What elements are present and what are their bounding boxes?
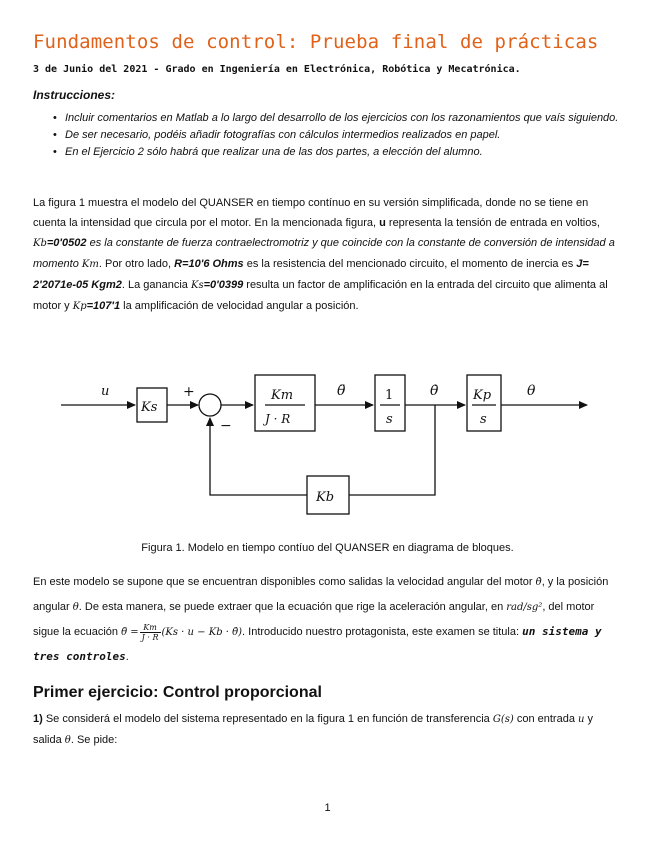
page-number: 1 (324, 802, 331, 814)
instructions-list (55, 110, 625, 161)
plus-sign: + (183, 384, 195, 400)
document-title: Fundamentos de control: Prueba final de prácticas (33, 31, 599, 53)
input-variable: u (379, 217, 386, 229)
equation-fraction: $\frac{Km}{J \cdot R}$ (141, 622, 159, 642)
intro-paragraph: La figura 1 muestra el modelo del QUANSER en tiempo contínuo en su versión simplificada, donde no se tiene en cuenta la intensidad que circula por el motor. En la mencionada figura, u representa la tensión de entrada en voltios, Kb=0'0502 es la constante de fuerza contraelectromotriz y que coincide con la constante de conversión de intensidad a momento Km. Por otro lado, R=10'6 Ohms es la resistencia del mencionado circuito, el momento de inercia es J= 2'2071e-05 Kgm2. La ganancia Ks=0'0399 resulta un factor de amplificación en la entrada del circuito que alimenta al motor y Kp=107'1 la amplificación de velocidad angular a posición. (33, 197, 615, 312)
figure-caption: Figura 1. Modelo en tiempo contíuo del QUANSER en diagrama de bloques. (141, 542, 514, 554)
transfer-function-symbol: G(s) (492, 714, 514, 725)
instructions-heading: Instrucciones: (33, 88, 116, 102)
theta-dot-symbol: θ̇ (535, 577, 542, 588)
theta-symbol: θ (72, 602, 79, 613)
kp-value: =107'1 (86, 300, 121, 312)
integrator-numerator: 1 (385, 388, 394, 403)
kb-symbol: Kb (33, 238, 47, 249)
kp-denominator: s (480, 412, 487, 427)
kb-block-label: Kb (316, 490, 335, 505)
inertia-value: J= 2'2071e-05 Kgm2 (33, 258, 589, 291)
question-number: 1) (33, 713, 43, 725)
plant-numerator: Km (271, 388, 294, 403)
block-diagram (55, 348, 595, 528)
units-symbol: rad/sg² (506, 602, 543, 613)
plant-denominator: J · R (265, 412, 291, 426)
integrator-denominator: s (386, 412, 393, 427)
ks-block-label: Ks (141, 400, 158, 415)
kb-value: =0'0502 (46, 237, 87, 249)
document-subtitle: 3 de Junio del 2021 - Grado en Ingeniería en Electrónica, Robótica y Mecatrónica. (33, 64, 521, 75)
model-paragraph: En este modelo se supone que se encuentran disponibles como salidas la velocidad angular del motor θ̇, y la posición angular θ. De esta manera, se puede extraer que la ecuación que rige la aceleración angular, en rad/sg², del motor sigue la ecuación θ̈ = $\frac{Km}{J \cdot R}$ (Ks · u − Kb · θ̇). Introducido nuestro protagonista, este examen se titula: un sistema y tres controles. (33, 576, 609, 663)
exam-title: un sistema y tres controles (33, 625, 602, 663)
signal-theta-label: θ (527, 383, 536, 399)
signal-theta-dot-label: θ̇ (430, 383, 439, 399)
instruction-item: • Incluir comentarios en Matlab a lo largo del desarrollo de los ejercicios con los razonamientos que vaís siguiendo. (55, 110, 625, 127)
km-symbol: Km (81, 259, 99, 270)
input-symbol: u (578, 714, 585, 725)
signal-theta-ddot-label: θ̈ (337, 383, 346, 399)
resistance-value: R=10'6 Ohms (174, 258, 244, 270)
ks-value: =0'0399 (203, 279, 244, 291)
kp-symbol: Kp (72, 301, 87, 312)
instruction-item: • En el Ejercicio 2 sólo habrá que realizar una de las dos partes, a elección del alumno. (55, 144, 625, 161)
kp-numerator: Kp (473, 388, 492, 403)
section-heading: Primer ejercicio: Control proporcional (33, 684, 322, 701)
question-1: 1) Se considerá el modelo del sistema representado en la figura 1 en función de transferencia G(s) con entrada u y salida θ. Se pide: (33, 713, 594, 746)
signal-u-label: u (101, 384, 110, 399)
equation-lhs: θ̈ = (121, 627, 139, 638)
instruction-item: • De ser necesario, podéis añadir fotografías con cálculos intermedios realizados en papel. (55, 127, 625, 144)
equation-rhs: (Ks · u − Kb · θ̇) (161, 627, 243, 638)
ks-symbol: Ks (190, 280, 204, 291)
output-symbol: θ (64, 735, 71, 746)
summing-junction (199, 394, 221, 416)
minus-sign: − (220, 418, 232, 434)
